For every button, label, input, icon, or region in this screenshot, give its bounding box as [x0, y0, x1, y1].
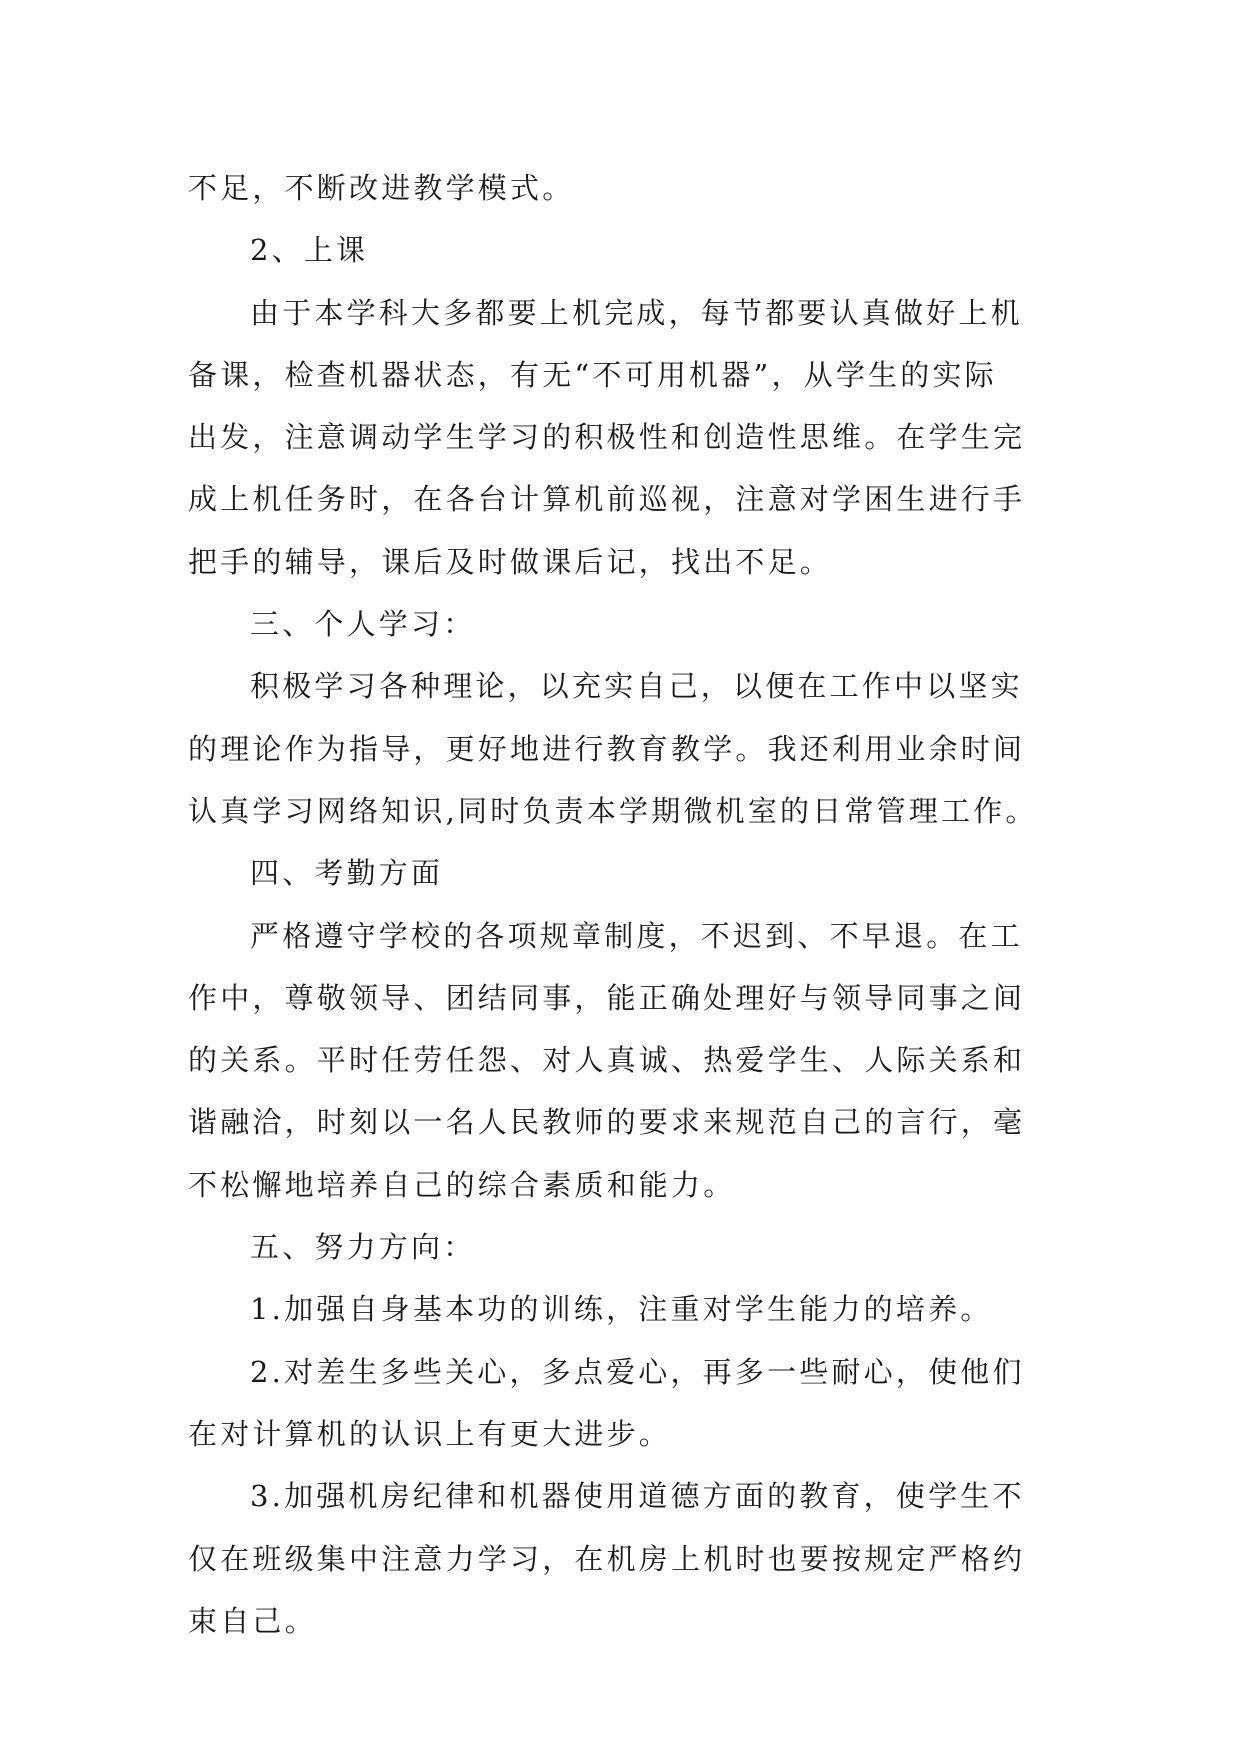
text-line: 出发，注意调动学生学习的积极性和创造性思维。在学生完 — [188, 420, 1026, 455]
list-item: 3.加强机房纪律和机器使用道德方面的教育，使学生不 — [250, 1479, 1025, 1514]
list-item: 1.加强自身基本功的训练，注重对学生能力的培养。 — [250, 1292, 993, 1327]
text-line: 成上机任务时，在各台计算机前巡视，注意对学困生进行手 — [188, 482, 1026, 517]
text-line: 作中，尊敬领导、团结同事，能正确处理好与领导同事之间 — [188, 980, 1026, 1015]
text-line: 把手的辅导，课后及时做课后记，找出不足。 — [188, 544, 833, 579]
text-line: 仅在班级集中注意力学习，在机房上机时也要按规定严格约 — [188, 1541, 1026, 1576]
text-line: 不松懈地培养自己的综合素质和能力。 — [188, 1167, 736, 1202]
text-line: 严格遵守学校的各项规章制度，不迟到、不早退。在工 — [250, 918, 1023, 953]
text-line: 束自己。 — [188, 1603, 317, 1638]
text-line: 不足，不断改进教学模式。 — [188, 171, 575, 205]
section-heading: 2、上课 — [250, 233, 369, 268]
document-body — [188, 157, 1058, 1652]
section-heading: 三、个人学习： — [250, 607, 476, 642]
list-item: 2.对差生多些关心，多点爱心，再多一些耐心，使他们 — [250, 1354, 1025, 1389]
section-heading: 五、努力方向： — [250, 1230, 476, 1265]
section-heading: 四、考勤方面 — [250, 856, 444, 891]
text-line: 积极学习各种理论，以充实自己，以便在工作中以坚实 — [250, 669, 1023, 704]
text-line: 由于本学科大多都要上机完成，每节都要认真做好上机 — [250, 295, 1023, 330]
text-line: 认真学习网络知识,同时负责本学期微机室的日常管理工作。 — [188, 793, 1038, 828]
text-line: 备课，检查机器状态，有无“不可用机器”，从学生的实际 — [188, 357, 997, 392]
text-line: 的理论作为指导，更好地进行教育教学。我还利用业余时间 — [188, 731, 1026, 766]
text-line: 的关系。平时任劳任怨、对人真诚、热爱学生、人际关系和 — [188, 1043, 1026, 1078]
text-line: 在对计算机的认识上有更大进步。 — [188, 1416, 672, 1451]
text-line: 谐融洽，时刻以一名人民教师的要求来规范自己的言行，毫 — [188, 1105, 1026, 1140]
